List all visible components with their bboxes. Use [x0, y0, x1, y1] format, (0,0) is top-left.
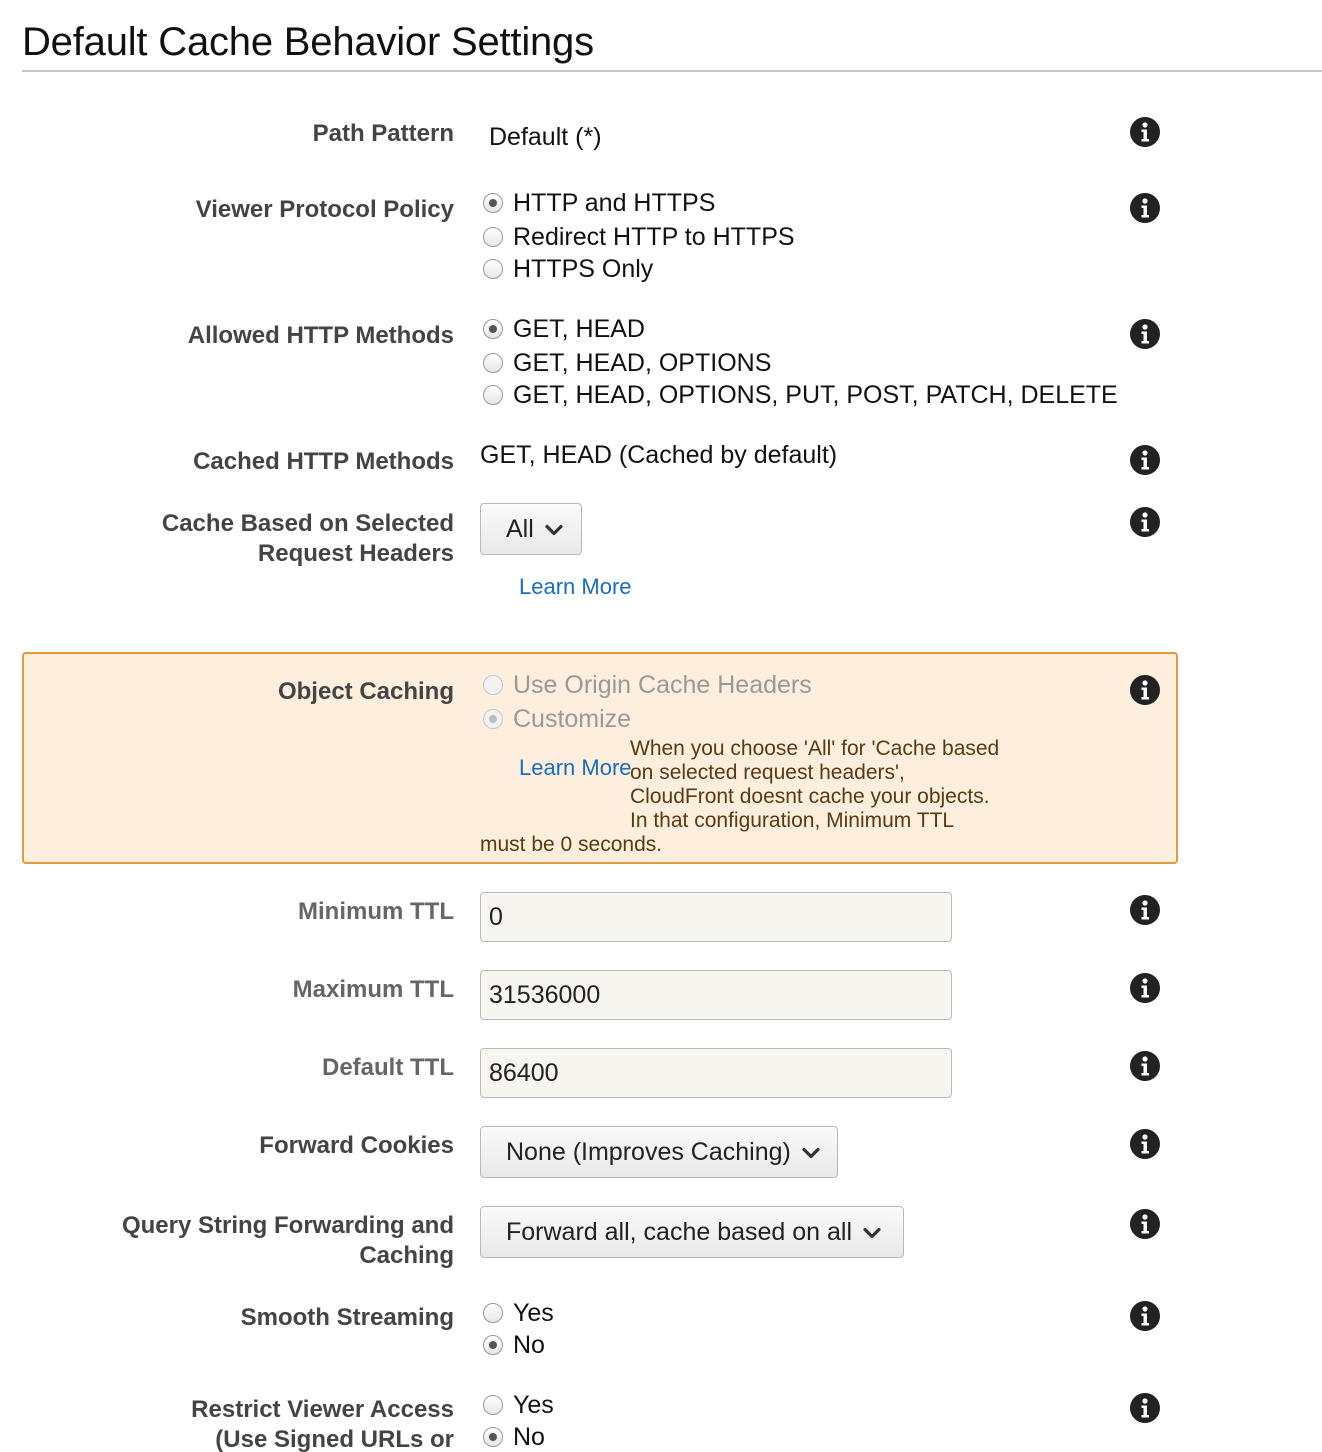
radio-smooth-streaming-yes[interactable] [483, 1298, 554, 1328]
title-divider [22, 70, 1322, 72]
radio-label: Redirect HTTP to HTTPS [513, 222, 795, 251]
object-caching-label: Object Caching [277, 678, 454, 705]
query-string-label-line1: Query String Forwarding and [121, 1212, 454, 1239]
cache-headers-label-line1: Cache Based on Selected [161, 510, 454, 537]
query-string-label-line2: Caching [359, 1242, 454, 1269]
radio-get-head-options[interactable] [483, 348, 771, 378]
radio-label: GET, HEAD, OPTIONS, PUT, POST, PATCH, DELETE [513, 380, 1118, 409]
info-icon[interactable] [1130, 1393, 1160, 1423]
radio-button[interactable] [483, 1303, 503, 1323]
radio-get-head[interactable] [483, 314, 645, 344]
learn-more-link[interactable]: Learn More [519, 574, 632, 599]
radio-button-checked[interactable] [483, 193, 503, 213]
warning-text-line: In that configuration, Minimum TTL [630, 809, 955, 832]
radio-label: No [513, 1422, 545, 1451]
radio-label: HTTPS Only [513, 254, 654, 283]
smooth-streaming-label: Smooth Streaming [240, 1304, 454, 1331]
radio-button[interactable] [483, 385, 503, 405]
select-value: None (Improves Caching) [506, 1137, 791, 1166]
page-title: Default Cache Behavior Settings [22, 20, 594, 64]
radio-button[interactable] [483, 259, 503, 279]
radio-restrict-viewer-no[interactable] [483, 1422, 545, 1452]
allowed-http-methods-label: Allowed HTTP Methods [187, 322, 454, 349]
warning-text-line: When you choose 'All' for 'Cache based [630, 737, 1000, 760]
chevron-down-icon [862, 1218, 882, 1247]
info-icon[interactable] [1130, 973, 1160, 1003]
forward-cookies-select[interactable] [480, 1126, 838, 1178]
radio-restrict-viewer-yes[interactable] [483, 1390, 554, 1420]
radio-https-only[interactable] [483, 254, 653, 284]
radio-use-origin-cache-headers[interactable] [483, 670, 812, 700]
radio-label: Use Origin Cache Headers [513, 670, 812, 699]
radio-button-checked[interactable] [483, 319, 503, 339]
radio-label: HTTP and HTTPS [513, 188, 716, 217]
query-string-select[interactable] [480, 1206, 904, 1258]
warning-text-line: on selected request headers', [630, 761, 905, 784]
minimum-ttl-label: Minimum TTL [298, 898, 454, 925]
radio-button-checked[interactable] [483, 1335, 503, 1355]
radio-label: GET, HEAD [513, 314, 645, 343]
warning-text-line: CloudFront doesnt cache your objects. [630, 785, 990, 808]
info-icon[interactable] [1130, 675, 1160, 705]
cache-headers-label-line2: Request Headers [257, 540, 454, 567]
restrict-viewer-access-label-line1: Restrict Viewer Access [191, 1396, 454, 1423]
radio-button-checked[interactable] [483, 1427, 503, 1447]
select-value: Forward all, cache based on all [506, 1217, 853, 1246]
radio-label: Customize [513, 704, 632, 733]
radio-button[interactable] [483, 227, 503, 247]
info-icon[interactable] [1130, 193, 1160, 223]
warning-text-line: must be 0 seconds. [480, 833, 663, 856]
chevron-down-icon [544, 515, 564, 544]
radio-button[interactable] [483, 353, 503, 373]
select-value: All [506, 514, 534, 543]
chevron-down-icon [801, 1138, 821, 1167]
radio-http-and-https[interactable] [483, 188, 715, 218]
info-icon[interactable] [1130, 1301, 1160, 1331]
default-ttl-input[interactable] [480, 1048, 952, 1098]
forward-cookies-label: Forward Cookies [259, 1132, 454, 1159]
radio-button-checked-disabled[interactable] [483, 709, 503, 729]
default-ttl-label: Default TTL [322, 1054, 454, 1081]
info-icon[interactable] [1130, 117, 1160, 147]
learn-more-link[interactable]: Learn More [519, 755, 632, 780]
radio-all-methods[interactable] [483, 380, 1118, 410]
cached-http-methods-label: Cached HTTP Methods [193, 448, 454, 475]
info-icon[interactable] [1130, 895, 1160, 925]
radio-button[interactable] [483, 1395, 503, 1415]
info-icon[interactable] [1130, 1209, 1160, 1239]
info-icon[interactable] [1130, 1051, 1160, 1081]
info-icon[interactable] [1130, 1129, 1160, 1159]
info-icon[interactable] [1130, 445, 1160, 475]
radio-label: GET, HEAD, OPTIONS [513, 348, 772, 377]
radio-customize[interactable] [483, 704, 631, 734]
radio-label: Yes [513, 1390, 554, 1419]
maximum-ttl-label: Maximum TTL [292, 976, 454, 1003]
cache-headers-select[interactable] [480, 503, 582, 555]
info-icon[interactable] [1130, 507, 1160, 537]
path-pattern-value: Default (*) [489, 123, 602, 151]
radio-button-disabled[interactable] [483, 675, 503, 695]
radio-redirect-http-to-https[interactable] [483, 222, 795, 252]
radio-label: Yes [513, 1298, 554, 1327]
info-icon[interactable] [1130, 319, 1160, 349]
radio-smooth-streaming-no[interactable] [483, 1330, 545, 1360]
radio-label: No [513, 1330, 545, 1359]
maximum-ttl-input[interactable] [480, 970, 952, 1020]
cached-http-methods-value: GET, HEAD (Cached by default) [480, 441, 838, 469]
minimum-ttl-input[interactable] [480, 892, 952, 942]
viewer-protocol-policy-label: Viewer Protocol Policy [195, 196, 454, 223]
path-pattern-label: Path Pattern [312, 120, 454, 147]
restrict-viewer-access-label-line2: (Use Signed URLs or [215, 1426, 454, 1452]
